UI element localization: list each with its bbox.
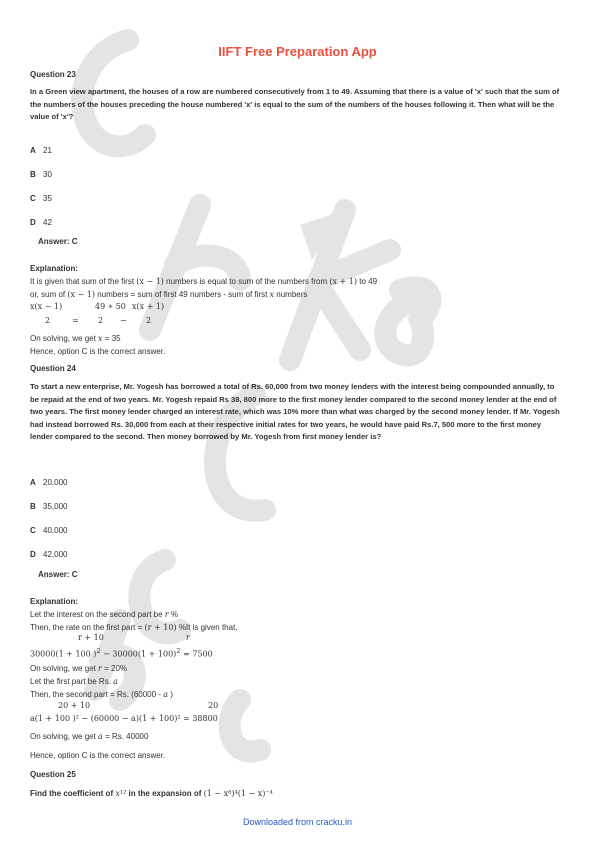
q23-exp-line-2: or, sum of (x − 1) numbers = sum of first 49 numbers - sum of first x numbers: [30, 290, 308, 299]
q24-exp-line-1: Let the interest on the second part be r %: [30, 610, 178, 619]
q24-exp-line-4: Let the first part be Rs. a: [30, 677, 118, 686]
q23-fraction-3-denominator: 2: [146, 316, 152, 325]
q24-explanation-label: Explanation:: [30, 597, 79, 606]
q24-answer: Answer: C: [38, 570, 78, 579]
question-24-text: To start a new enterprise, Mr. Yogesh has borrowed a total of Rs. 60,000 from two money lenders with the interest being compounded annually, to be repaid at the end of two years. Mr. Yogesh repaid Rs 38, 800 more to the first money lender compared to the second money lender at the end of two years. The first money lender charged an interest rate, which was 10% more than what was charged by the second money lender. If Mr. Yogesh had instead borrowed Rs. 30,000 from each at their respective initial rates for two years, he would have paid Rs.7, 500 more to the first money lender compared to the second. Then money borrowed by Mr. Yogesh from first money lender is?: [30, 382, 560, 442]
footer-download-link[interactable]: Downloaded from cracku.in: [242, 817, 353, 827]
q23-minus: −: [120, 316, 127, 325]
q23-option-b[interactable]: B 30: [30, 170, 52, 179]
q24-exp-line-2: Then, the rate on the first part = (r + 10) %It is given that,: [30, 623, 238, 632]
q24-hence: Hence, option C is the correct answer.: [30, 751, 166, 760]
q23-hence: Hence, option C is the correct answer.: [30, 347, 166, 356]
q24-option-a[interactable]: A 20,000: [30, 478, 68, 487]
question-25-text: Find the coefficient of x¹² in the expansion of (1 − x⁸)⁴(1 − x)⁻⁴: [30, 789, 273, 798]
q24-option-b[interactable]: B 35,000: [30, 502, 68, 511]
q23-option-c[interactable]: C 35: [30, 194, 52, 203]
q24-exp-line-3: On solving, we get r = 20%: [30, 664, 128, 673]
q23-fraction-1-numerator: x(x − 1): [30, 302, 63, 311]
q24-exp-line-6: On solving, we get a = Rs. 40000: [30, 732, 149, 741]
question-24-heading: Question 24: [30, 364, 76, 373]
q24-option-c[interactable]: C 40,000: [30, 526, 68, 535]
q23-answer: Answer: C: [38, 237, 78, 246]
q24-exp-line-5: Then, the second part = Rs. (60000 - a ): [30, 690, 173, 699]
q24-equation-1: 30000(1 + 100 )$^2 - 30000(1 + 100)^2 = 7500$: [30, 647, 213, 659]
q24-eq2-numerator-1: 20 + 10: [58, 701, 91, 710]
q23-solving: On solving, we get x = 35: [30, 334, 121, 343]
q23-option-a[interactable]: A 21: [30, 146, 52, 155]
q23-fraction-2-numerator: 49 ∗ 50: [95, 302, 126, 311]
q23-fraction-3-numerator: x(x + 1): [132, 302, 165, 311]
q24-eq1-numerator-2: r: [186, 633, 190, 642]
q24-eq2-numerator-2: 20: [208, 701, 219, 710]
q23-explanation-label: Explanation:: [30, 264, 79, 273]
q24-option-d[interactable]: D 42,000: [30, 550, 68, 559]
q24-eq1-numerator-1: r + 10: [78, 633, 104, 642]
q23-option-d[interactable]: D 42: [30, 218, 52, 227]
q23-fraction-1-denominator: 2: [45, 316, 51, 325]
q23-equals: =: [72, 316, 79, 325]
question-23-heading: Question 23: [30, 70, 76, 79]
q24-equation-2: a(1 + 100 )² − (60000 − a)(1 + 100)² = 38800: [30, 714, 218, 723]
question-25-heading: Question 25: [30, 770, 76, 779]
app-title: IIFT Free Preparation App: [218, 44, 377, 59]
q23-fraction-2-denominator: 2: [98, 316, 104, 325]
q23-exp-line-1: It is given that sum of the first (x − 1) numbers is equal to sum of the numbers from (x + 1) to 49: [30, 277, 378, 286]
question-23-text: In a Green view apartment, the houses of a row are numbered consecutively from 1 to 49. Assuming that there is a value of 'x' such that the sum of the numbers of the houses preceding the house numbered 'x' is equal to the sum of the numbers of the houses following it. Then what will be the value of 'x'?: [30, 87, 560, 122]
